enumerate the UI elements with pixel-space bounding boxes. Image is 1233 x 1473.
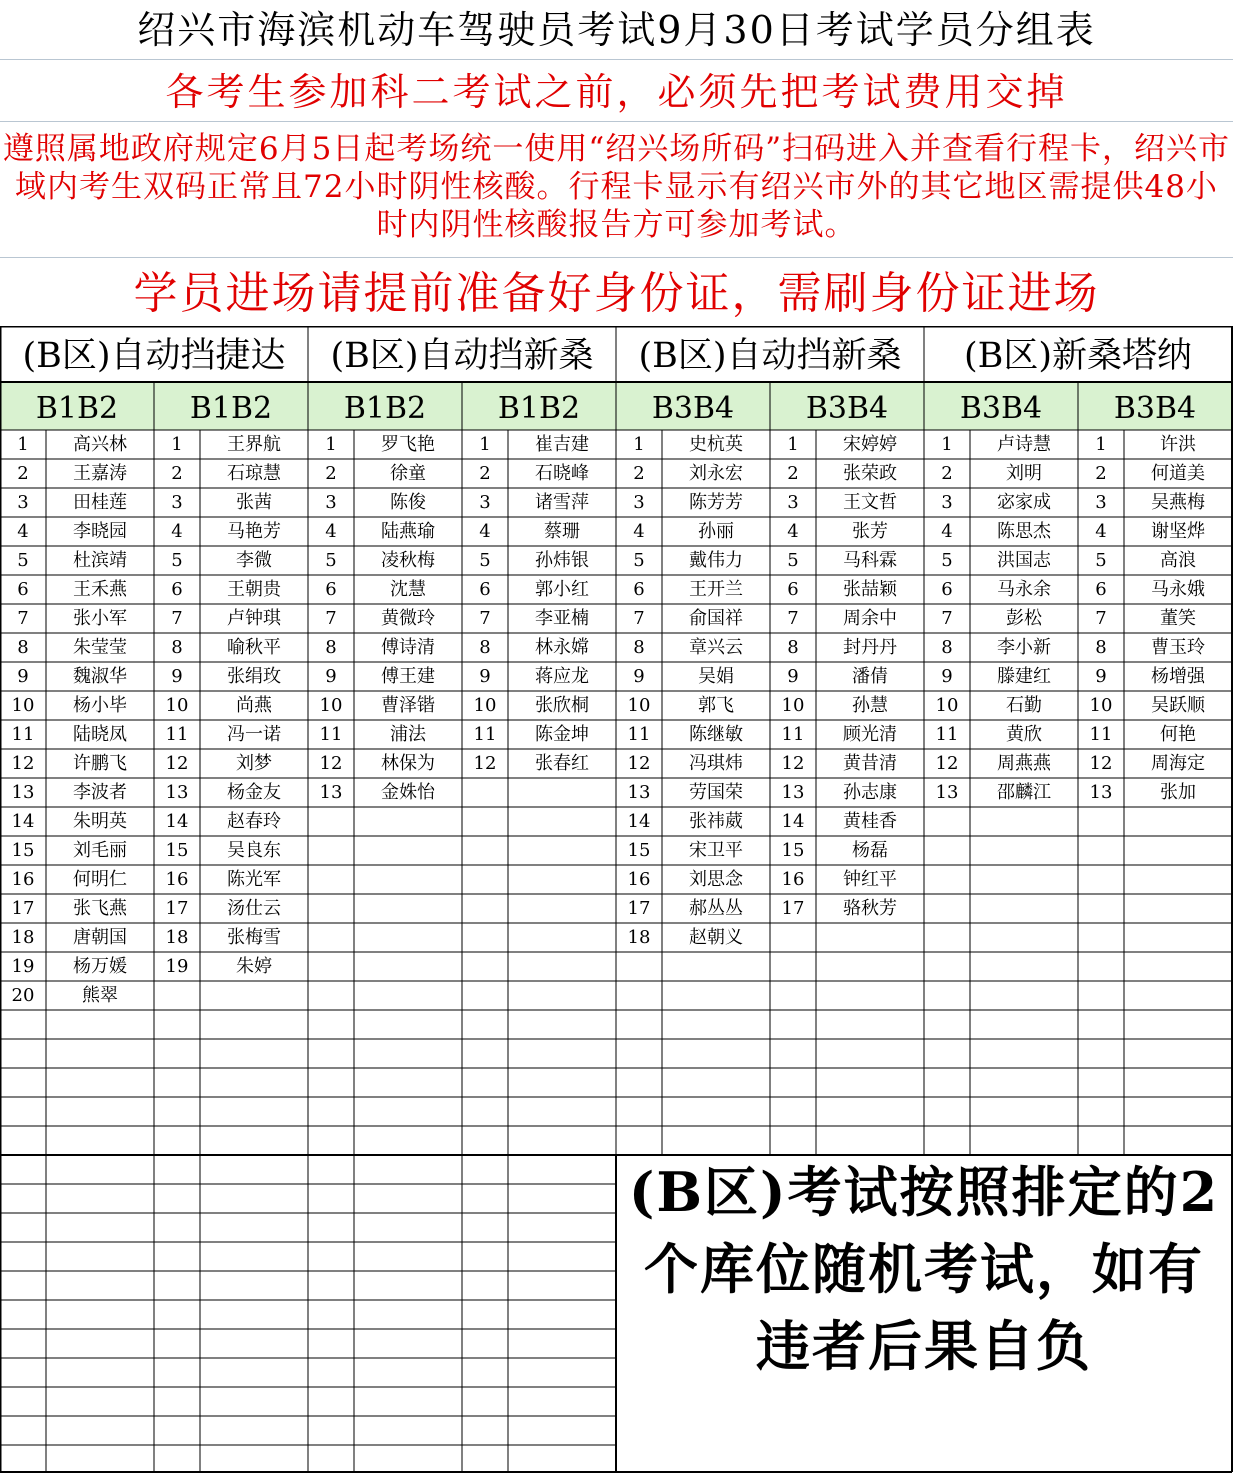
- student-name: 王禾燕: [73, 579, 127, 600]
- health-code-notice: 遵照属地政府规定6月5日起考场统一使用“绍兴场所码”扫码进入并查看行程卡，绍兴市域内考生双码正常且72小时阴性核酸。行程卡显示有绍兴市外的其它地区需提供48小时内阴性核酸报告方可参加考试。: [0, 122, 1233, 258]
- student-name: 孙炜银: [535, 550, 589, 571]
- student-name: 罗飞艳: [381, 434, 435, 455]
- zone-header: (B区)自动挡新桑: [330, 336, 594, 376]
- row-number: 13: [11, 782, 35, 803]
- student-name: 诸雪萍: [535, 492, 589, 513]
- row-number: 4: [325, 521, 337, 542]
- row-number: 18: [11, 927, 35, 948]
- row-number: 14: [165, 811, 189, 832]
- student-name: 尚燕: [236, 695, 272, 716]
- row-number: 7: [17, 608, 29, 629]
- row-number: 12: [473, 753, 497, 774]
- row-number: 10: [1089, 695, 1113, 716]
- student-name: 卢钟琪: [227, 608, 281, 629]
- student-name: 陈继敏: [689, 724, 743, 745]
- student-name: 高浪: [1160, 550, 1196, 571]
- student-name: 张小军: [73, 608, 127, 629]
- row-number: 5: [787, 550, 799, 571]
- student-name: 周海定: [1151, 753, 1205, 774]
- student-name: 马永娥: [1151, 579, 1205, 600]
- row-number: 15: [165, 840, 189, 861]
- student-name: 唐朝国: [73, 927, 127, 948]
- student-name: 王朝贵: [227, 579, 281, 600]
- student-name: 崔吉建: [535, 434, 589, 455]
- row-number: 2: [1095, 463, 1107, 484]
- student-name: 郝丛丛: [689, 898, 743, 919]
- student-name: 王文哲: [843, 492, 897, 513]
- row-number: 7: [633, 608, 645, 629]
- row-number: 5: [479, 550, 491, 571]
- row-number: 14: [781, 811, 805, 832]
- row-number: 10: [473, 695, 497, 716]
- row-number: 7: [479, 608, 491, 629]
- student-name: 喻秋平: [227, 637, 281, 658]
- row-number: 5: [171, 550, 183, 571]
- student-name: 刘思念: [689, 869, 743, 890]
- row-number: 8: [171, 637, 183, 658]
- row-number: 3: [633, 492, 645, 513]
- row-number: 6: [1095, 579, 1107, 600]
- row-number: 6: [325, 579, 337, 600]
- row-number: 10: [627, 695, 651, 716]
- student-name: 吴跃顺: [1151, 695, 1205, 716]
- student-name: 李晓园: [73, 521, 127, 542]
- row-number: 8: [479, 637, 491, 658]
- student-name: 骆秋芳: [843, 898, 897, 919]
- student-name: 陆晓凤: [73, 724, 127, 745]
- student-name: 傅王建: [381, 666, 435, 687]
- student-name: 徐童: [390, 463, 426, 484]
- student-name: 孙丽: [698, 521, 734, 542]
- student-name: 蔡珊: [544, 521, 580, 542]
- student-name: 邵麟江: [997, 782, 1051, 803]
- student-name: 马科霖: [843, 550, 897, 571]
- row-number: 8: [325, 637, 337, 658]
- student-name: 王开兰: [689, 579, 743, 600]
- student-name: 孙志康: [843, 782, 897, 803]
- row-number: 3: [171, 492, 183, 513]
- student-name: 杨金友: [227, 782, 281, 803]
- student-name: 陈俊: [390, 492, 426, 513]
- row-number: 2: [787, 463, 799, 484]
- row-number: 6: [171, 579, 183, 600]
- student-name: 刘明: [1006, 463, 1042, 484]
- student-name: 汤仕云: [227, 898, 281, 919]
- student-name: 杨增强: [1151, 666, 1205, 687]
- student-name: 高兴林: [73, 434, 127, 455]
- row-number: 7: [941, 608, 953, 629]
- student-name: 浦法: [390, 724, 426, 745]
- student-name: 许洪: [1160, 434, 1196, 455]
- student-name: 吴燕梅: [1151, 492, 1205, 513]
- row-number: 4: [941, 521, 953, 542]
- row-number: 14: [11, 811, 35, 832]
- row-number: 13: [935, 782, 959, 803]
- row-number: 4: [787, 521, 799, 542]
- student-name: 魏淑华: [73, 666, 127, 687]
- zone-header: (B区)自动挡新桑: [638, 336, 902, 376]
- row-number: 5: [17, 550, 29, 571]
- student-name: 林保为: [381, 753, 435, 774]
- student-name: 刘梦: [236, 753, 272, 774]
- page-title: 绍兴市海滨机动车驾驶员考试9月30日考试学员分组表: [0, 0, 1233, 60]
- row-number: 2: [633, 463, 645, 484]
- row-number: 5: [325, 550, 337, 571]
- row-number: 8: [941, 637, 953, 658]
- class-header: B3B4: [805, 391, 889, 426]
- student-name: 戴伟力: [689, 550, 743, 571]
- student-name: 杨磊: [852, 840, 888, 861]
- row-number: 11: [1089, 724, 1113, 745]
- row-number: 1: [787, 434, 799, 455]
- student-name: 赵春玲: [227, 811, 281, 832]
- student-name: 滕建红: [997, 666, 1051, 687]
- row-number: 12: [781, 753, 805, 774]
- student-name: 何道美: [1151, 463, 1205, 484]
- student-name: 顾光清: [843, 724, 897, 745]
- row-number: 3: [325, 492, 337, 513]
- student-name: 刘永宏: [689, 463, 743, 484]
- row-number: 7: [325, 608, 337, 629]
- row-number: 16: [11, 869, 35, 890]
- student-name: 张喆颖: [843, 579, 897, 600]
- row-number: 2: [17, 463, 29, 484]
- row-number: 15: [11, 840, 35, 861]
- row-number: 1: [1095, 434, 1107, 455]
- row-number: 12: [935, 753, 959, 774]
- row-number: 13: [781, 782, 805, 803]
- row-number: 4: [171, 521, 183, 542]
- row-number: 3: [17, 492, 29, 513]
- student-name: 劳国荣: [689, 782, 743, 803]
- id-card-notice: 学员进场请提前准备好身份证，需刷身份证进场: [133, 268, 1100, 319]
- row-number: 6: [479, 579, 491, 600]
- student-name: 张茜: [236, 492, 272, 513]
- student-name: 田桂莲: [73, 492, 127, 513]
- row-number: 9: [17, 666, 29, 687]
- student-name: 钟红平: [843, 869, 897, 890]
- student-name: 吴娟: [698, 666, 734, 687]
- row-number: 19: [11, 956, 35, 977]
- student-name: 谢坚烨: [1151, 521, 1205, 542]
- row-number: 11: [11, 724, 35, 745]
- student-name: 张飞燕: [73, 898, 127, 919]
- student-name: 杜滨靖: [73, 550, 127, 571]
- student-name: 黄欣: [1006, 724, 1042, 745]
- row-number: 2: [479, 463, 491, 484]
- row-number: 11: [781, 724, 805, 745]
- class-header: B3B4: [651, 391, 735, 426]
- student-name: 何艳: [1160, 724, 1196, 745]
- student-name: 王嘉涛: [73, 463, 127, 484]
- class-header: B1B2: [189, 391, 273, 426]
- row-number: 16: [165, 869, 189, 890]
- student-name: 卢诗慧: [997, 434, 1051, 455]
- student-name: 宋卫平: [689, 840, 743, 861]
- student-name: 史杭英: [689, 434, 743, 455]
- student-name: 陈思杰: [997, 521, 1051, 542]
- row-number: 2: [325, 463, 337, 484]
- class-header: B3B4: [959, 391, 1043, 426]
- row-number: 11: [165, 724, 189, 745]
- student-name: 朱婷: [236, 956, 272, 977]
- row-number: 4: [633, 521, 645, 542]
- row-number: 3: [479, 492, 491, 513]
- student-name: 马艳芳: [227, 521, 281, 542]
- student-name: 吴良东: [227, 840, 281, 861]
- student-name: 张梅雪: [227, 927, 281, 948]
- student-name: 俞国祥: [689, 608, 743, 629]
- row-number: 11: [935, 724, 959, 745]
- student-name: 熊翠: [82, 985, 118, 1006]
- row-number: 8: [1095, 637, 1107, 658]
- student-name: 李波者: [73, 782, 127, 803]
- student-name: 黄微玲: [381, 608, 435, 629]
- row-number: 9: [325, 666, 337, 687]
- row-number: 6: [17, 579, 29, 600]
- student-name: 冯一诺: [227, 724, 281, 745]
- row-number: 18: [165, 927, 189, 948]
- student-name: 石晓峰: [535, 463, 589, 484]
- row-number: 5: [1095, 550, 1107, 571]
- row-number: 6: [941, 579, 953, 600]
- student-name: 董笑: [1160, 608, 1196, 629]
- class-header: B1B2: [35, 391, 119, 426]
- row-number: 13: [165, 782, 189, 803]
- student-name: 傅诗清: [381, 637, 435, 658]
- row-number: 1: [17, 434, 29, 455]
- student-name: 周余中: [843, 608, 897, 629]
- row-number: 12: [1089, 753, 1113, 774]
- student-name: 许鹏飞: [73, 753, 127, 774]
- row-number: 15: [627, 840, 651, 861]
- row-number: 17: [11, 898, 35, 919]
- row-number: 9: [171, 666, 183, 687]
- row-number: 17: [627, 898, 651, 919]
- row-number: 7: [1095, 608, 1107, 629]
- row-number: 5: [941, 550, 953, 571]
- student-name: 陈光军: [227, 869, 281, 890]
- row-number: 4: [17, 521, 29, 542]
- fee-notice: 各考生参加科二考试之前，必须先把考试费用交掉: [0, 60, 1233, 122]
- row-number: 9: [633, 666, 645, 687]
- class-header: B1B2: [343, 391, 427, 426]
- student-name: 马永余: [997, 579, 1051, 600]
- row-number: 6: [787, 579, 799, 600]
- row-number: 17: [781, 898, 805, 919]
- student-name: 郭小红: [535, 579, 589, 600]
- row-number: 2: [171, 463, 183, 484]
- row-number: 10: [165, 695, 189, 716]
- row-number: 1: [479, 434, 491, 455]
- zone-header: (B区)自动挡捷达: [22, 336, 286, 376]
- student-name: 朱明英: [73, 811, 127, 832]
- student-name: 凌秋梅: [381, 550, 435, 571]
- student-name: 陆燕瑜: [381, 521, 435, 542]
- student-name: 封丹丹: [843, 637, 897, 658]
- row-number: 10: [11, 695, 35, 716]
- student-name: 张绢玫: [227, 666, 281, 687]
- student-name: 赵朝义: [689, 927, 743, 948]
- student-name: 金姝怡: [381, 782, 435, 803]
- row-number: 1: [171, 434, 183, 455]
- student-name: 陈金坤: [535, 724, 589, 745]
- row-number: 8: [633, 637, 645, 658]
- student-name: 张芳: [852, 521, 888, 542]
- class-header: B3B4: [1113, 391, 1197, 426]
- row-number: 10: [319, 695, 343, 716]
- student-name: 杨万媛: [73, 956, 127, 977]
- row-number: 4: [1095, 521, 1107, 542]
- student-name: 张荣政: [843, 463, 897, 484]
- row-number: 16: [781, 869, 805, 890]
- row-number: 7: [787, 608, 799, 629]
- student-name: 沈慧: [390, 579, 426, 600]
- row-number: 11: [627, 724, 651, 745]
- student-group-table: [0, 326, 1233, 1473]
- row-number: 13: [1089, 782, 1113, 803]
- row-number: 9: [787, 666, 799, 687]
- student-name: 李亚楠: [535, 608, 589, 629]
- row-number: 5: [633, 550, 645, 571]
- row-number: 1: [941, 434, 953, 455]
- row-number: 3: [1095, 492, 1107, 513]
- student-name: 宋婷婷: [843, 434, 897, 455]
- student-name: 章兴云: [689, 637, 743, 658]
- row-number: 7: [171, 608, 183, 629]
- student-name: 李微: [236, 550, 272, 571]
- student-name: 黄昔清: [843, 753, 897, 774]
- row-number: 12: [165, 753, 189, 774]
- student-name: 朱莹莹: [73, 637, 127, 658]
- student-name: 张欣桐: [535, 695, 589, 716]
- row-number: 3: [941, 492, 953, 513]
- row-number: 18: [627, 927, 651, 948]
- row-number: 11: [473, 724, 497, 745]
- row-number: 17: [165, 898, 189, 919]
- student-name: 张加: [1160, 782, 1196, 803]
- student-name: 宓家成: [997, 492, 1051, 513]
- student-name: 冯琪炜: [689, 753, 743, 774]
- student-name: 何明仁: [73, 869, 127, 890]
- student-name: 孙慧: [852, 695, 888, 716]
- row-number: 16: [627, 869, 651, 890]
- row-number: 1: [633, 434, 645, 455]
- student-name: 王界航: [227, 434, 281, 455]
- row-number: 4: [479, 521, 491, 542]
- row-number: 9: [1095, 666, 1107, 687]
- row-number: 11: [319, 724, 343, 745]
- student-name: 黄桂香: [843, 811, 897, 832]
- student-name: 张春红: [535, 753, 589, 774]
- student-name: 蒋应龙: [535, 666, 589, 687]
- student-name: 张祎葳: [689, 811, 743, 832]
- row-number: 10: [935, 695, 959, 716]
- row-number: 12: [11, 753, 35, 774]
- row-number: 6: [633, 579, 645, 600]
- student-name: 郭飞: [698, 695, 734, 716]
- row-number: 13: [627, 782, 651, 803]
- row-number: 2: [941, 463, 953, 484]
- student-name: 林永嫦: [535, 637, 589, 658]
- student-name: 洪国志: [997, 550, 1051, 571]
- row-number: 15: [781, 840, 805, 861]
- student-name: 曹玉玲: [1151, 637, 1205, 658]
- student-name: 周燕燕: [997, 753, 1051, 774]
- student-name: 石琼慧: [227, 463, 281, 484]
- row-number: 12: [627, 753, 651, 774]
- zone-header: (B区)新桑塔纳: [963, 336, 1193, 376]
- student-name: 李小新: [997, 637, 1051, 658]
- row-number: 3: [787, 492, 799, 513]
- row-number: 9: [941, 666, 953, 687]
- bottom-note: (B区)考试按照排定的2个库位随机考试，如有违者后果自负: [628, 1159, 1220, 1378]
- row-number: 10: [781, 695, 805, 716]
- row-number: 12: [319, 753, 343, 774]
- row-number: 9: [479, 666, 491, 687]
- student-name: 潘倩: [852, 666, 888, 687]
- row-number: 20: [11, 985, 35, 1006]
- student-name: 石勤: [1006, 695, 1042, 716]
- row-number: 13: [319, 782, 343, 803]
- row-number: 8: [787, 637, 799, 658]
- student-name: 陈芳芳: [689, 492, 743, 513]
- class-header: B1B2: [497, 391, 581, 426]
- student-name: 杨小毕: [73, 695, 127, 716]
- row-number: 1: [325, 434, 337, 455]
- student-name: 彭松: [1006, 608, 1042, 629]
- student-name: 刘毛丽: [73, 840, 127, 861]
- row-number: 8: [17, 637, 29, 658]
- row-number: 19: [165, 956, 189, 977]
- student-name: 曹泽锴: [381, 695, 435, 716]
- row-number: 14: [627, 811, 651, 832]
